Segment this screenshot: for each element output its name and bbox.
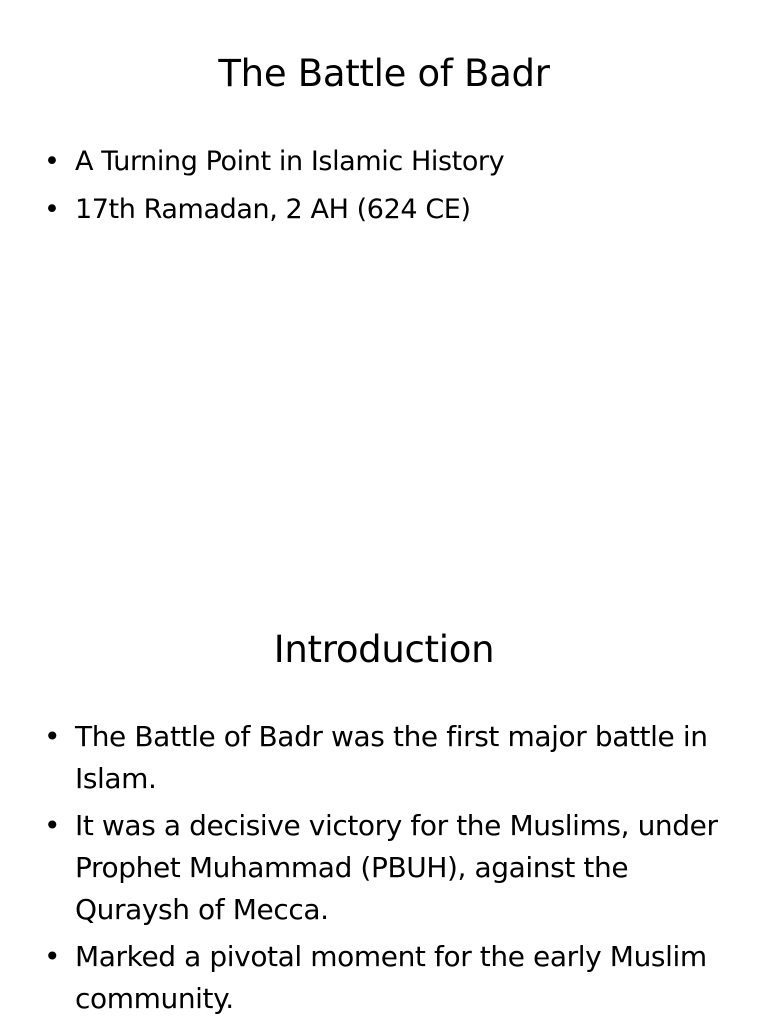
- bullet-item: [44, 805, 724, 931]
- bullet-text: A Turning Point in Islamic History: [75, 146, 505, 177]
- bullet-icon: •: [44, 146, 60, 177]
- bullet-item: [44, 189, 724, 230]
- slide-title: The Battle of Badr: [218, 52, 550, 95]
- bullet-list: [44, 141, 724, 237]
- bullet-item: [44, 141, 724, 182]
- slide-introduction: [0, 576, 768, 1024]
- bullet-text: 17th Ramadan, 2 AH (624 CE): [75, 194, 471, 225]
- bullet-list: [44, 716, 724, 1024]
- bullet-item: [44, 936, 724, 1020]
- bullet-text: The Battle of Badr was the first major battle in Islam.: [75, 720, 708, 795]
- slide-title: Introduction: [273, 628, 495, 671]
- bullet-text: Marked a pivotal moment for the early Muslim community.: [75, 940, 707, 1015]
- bullet-text: It was a decisive victory for the Muslims, under Prophet Muhammad (PBUH), against the Quraysh of Mecca.: [75, 809, 718, 926]
- bullet-icon: •: [44, 940, 61, 973]
- bullet-icon: •: [44, 809, 61, 842]
- bullet-icon: •: [44, 720, 61, 753]
- bullet-item: [44, 716, 724, 800]
- bullet-icon: •: [44, 194, 60, 225]
